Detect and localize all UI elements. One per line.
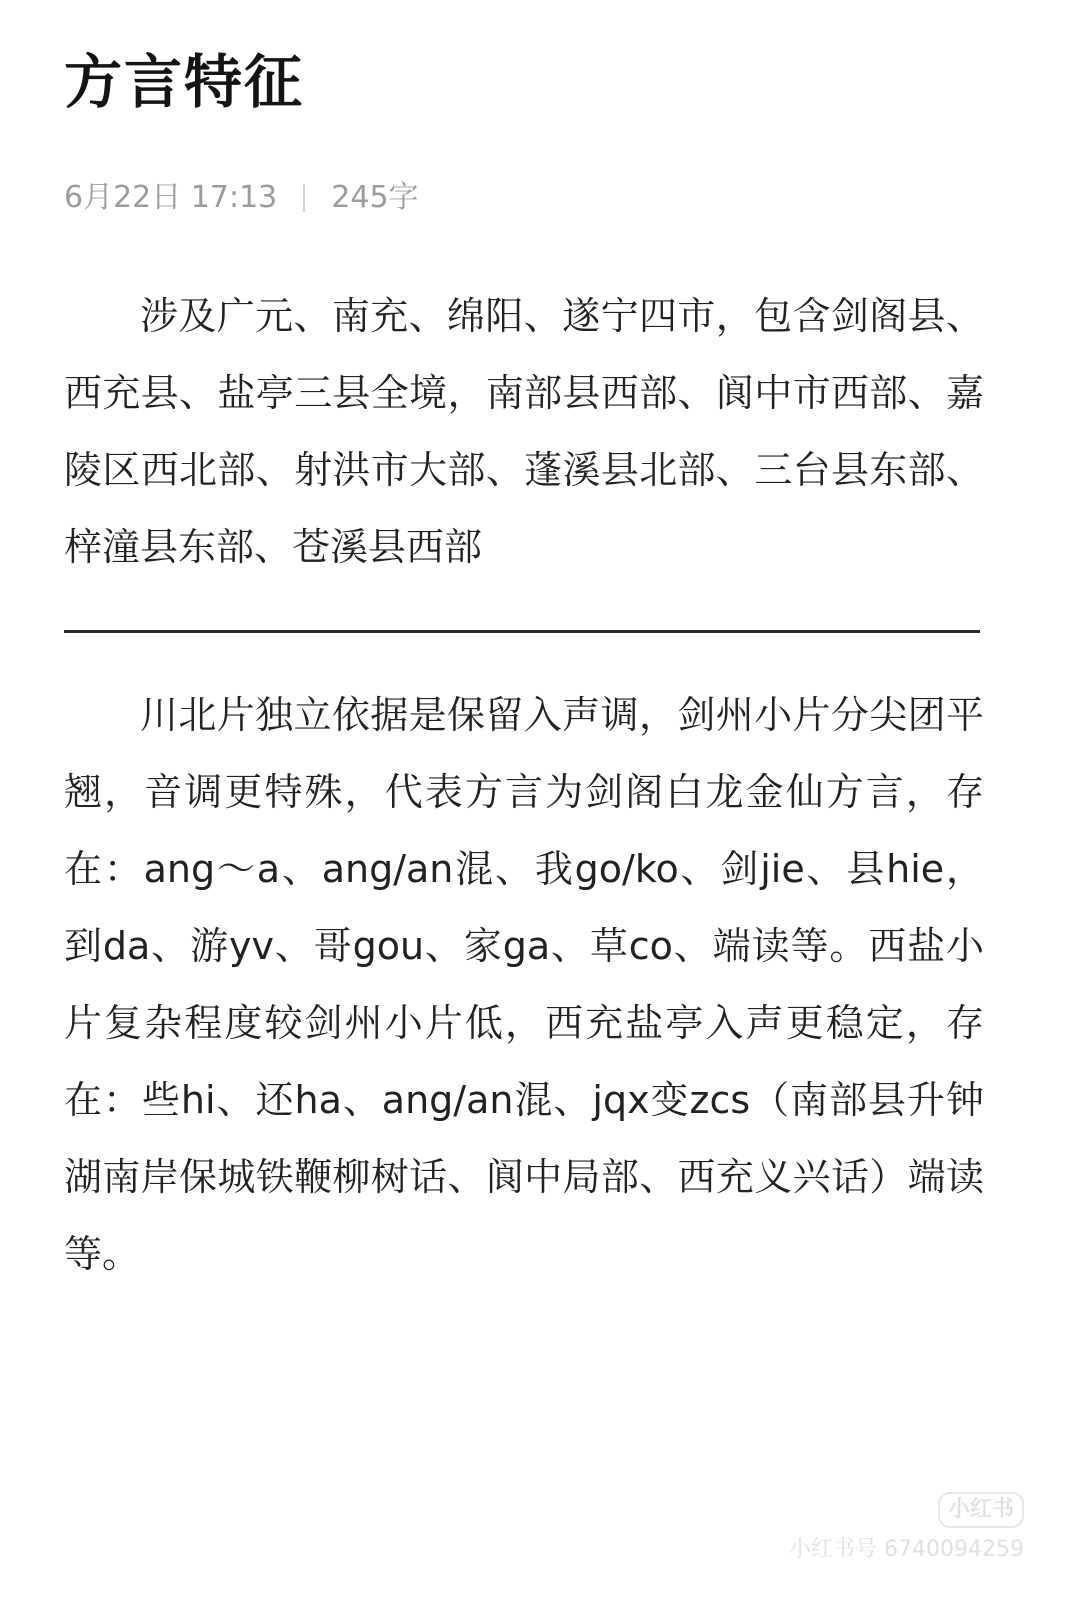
note-paragraph-2: 川北片独立依据是保留入声调，剑州小片分尖团平翘，音调更特殊，代表方言为剑阁白龙金仙方言，存在：ang～a、ang/an混、我go/ko、剑jie、县hie，到da、游yv、哥gou、家ga、草co、端读等。西盐小片复杂程度较剑州小片低，西充盐亭入声更稳定，存在：些hi、还ha、ang/an混、jqx变zcs（南部县升钟湖南岸保城铁鞭柳树话、阆中局部、西充义兴话）端读等。 [64, 693, 984, 1276]
word-count: 245字 [331, 180, 419, 215]
watermark [789, 1492, 1024, 1564]
note-title: 方言特征 [64, 48, 305, 116]
note-meta [64, 178, 984, 218]
meta-separator [303, 184, 305, 212]
note-paragraph-1: 涉及广元、南充、绵阳、遂宁四市，包含剑阁县、西充县、盐亭三县全境，南部县西部、阆中市西部、嘉陵区西北部、射洪市大部、蓬溪县北部、三台县东部、梓潼县东部、苍溪县西部 [64, 294, 984, 569]
watermark-id: 小红书号 6740094259 [789, 1537, 1024, 1562]
note-date: 6月22日 17:13 [64, 180, 278, 215]
watermark-logo: 小红书 [938, 1492, 1024, 1528]
divider-line [64, 630, 980, 633]
note-content [64, 0, 984, 1293]
